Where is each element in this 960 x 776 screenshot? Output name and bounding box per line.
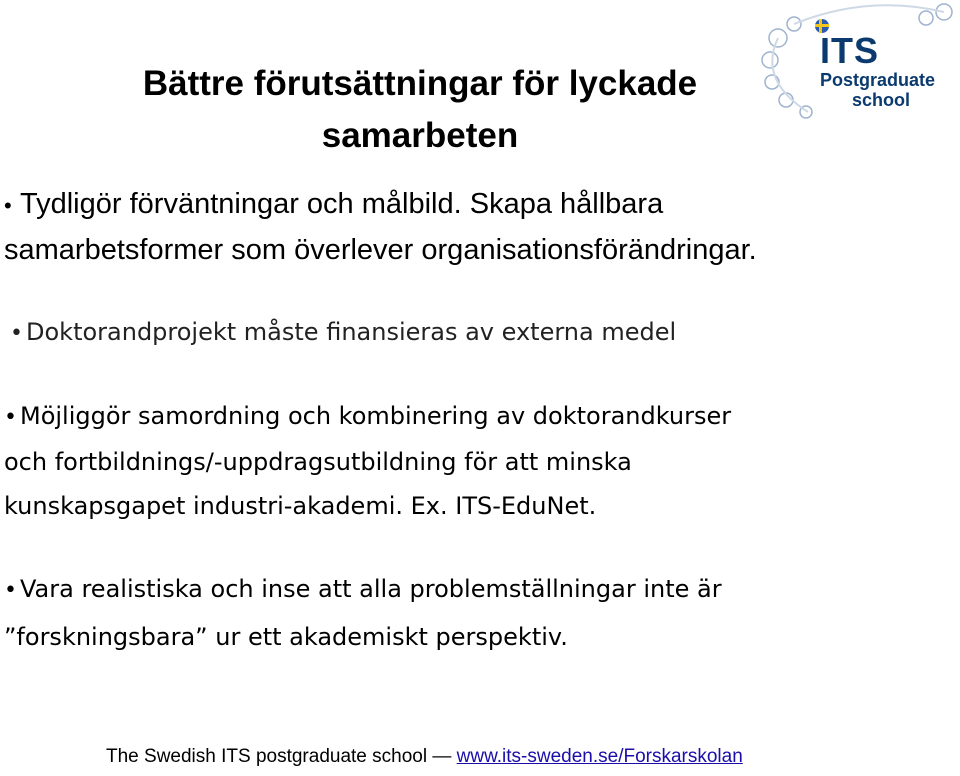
slide-title	[50, 58, 790, 162]
bullet-text-line: Möjliggör samordning och kombinering av doktorandkurser	[20, 402, 732, 430]
its-postgraduate-school-logo	[748, 0, 960, 130]
bullet-marker: •	[10, 321, 23, 346]
logo-its-text: ITS	[820, 30, 880, 71]
bullet-text-line: Vara realistiska och inse att alla problemställningar inte är	[20, 575, 722, 603]
bullet-text-line: samarbetsformer som överlever organisationsförändringar.	[4, 234, 757, 266]
slide-title-line-2: samarbeten	[321, 116, 519, 155]
bullet-text-line: och fortbildnings/-uppdragsutbildning för att minska	[4, 448, 632, 476]
bullet-marker: •	[4, 193, 12, 218]
slide-title-line-1: Bättre förutsättningar för lyckade	[142, 64, 698, 103]
bullet-text-line: kunskapsgapet industri-akademi. Ex. ITS-EduNet.	[4, 492, 597, 520]
bullet-marker: •	[4, 578, 17, 603]
bullet-funding	[10, 310, 890, 356]
slide-footer	[106, 744, 743, 770]
logo-school-text: school	[852, 90, 911, 110]
footer-text: The Swedish ITS postgraduate school —	[106, 746, 457, 767]
bullet-text-line: Doktorandprojekt måste finansieras av externa medel	[26, 318, 677, 346]
bullet-realistic	[4, 566, 884, 660]
bullet-coordination	[4, 394, 884, 528]
bullet-text-line: ”forskningsbara” ur ett akademiskt perspektiv.	[4, 623, 568, 651]
bullet-marker: •	[4, 405, 17, 430]
logo-postgraduate-text: Postgraduate	[820, 70, 936, 90]
bullet-text-line: Tydligör förväntningar och målbild. Skapa hållbara	[20, 188, 664, 220]
bullet-expectations	[4, 182, 884, 272]
footer-link[interactable]: www.its-sweden.se/Forskarskolan	[456, 746, 743, 767]
